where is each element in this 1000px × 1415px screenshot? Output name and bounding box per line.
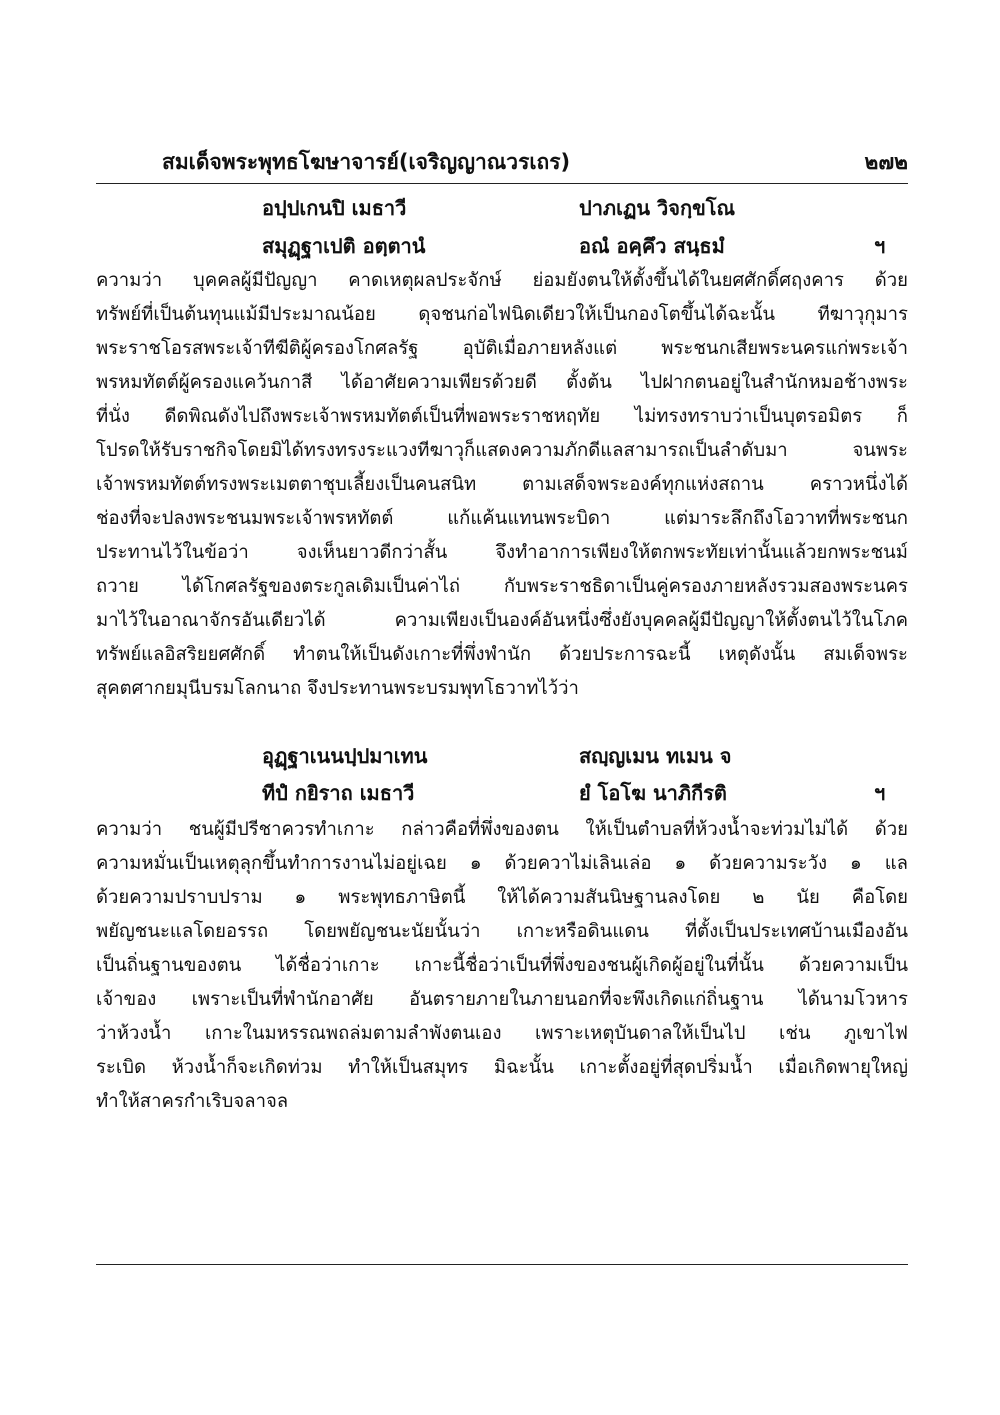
paragraph-1-line: ประทานไว้ในข้อว่า จงเห็นยาวดีกว่าสั้น จึงทำอาการเพียงให้ตกพระทัยเท่านั้นแล้วยกพระชนม์ bbox=[96, 542, 908, 563]
paragraph-2-line: ความว่า ชนผู้มีปรีชาควรทำเกาะ กล่าวคือที่พึ่งของตน ให้เป็นตำบลที่ห้วงน้ำจะท่วมไม่ได้ ด้วย bbox=[96, 819, 908, 840]
verse-1-line-2-second: อณํ อคฺคึว สนฺธมํ bbox=[579, 234, 725, 258]
paragraph-2-line: ด้วยความปราบปราม ๑ พระพุทธภาษิตนี้ ให้ได้ความสันนิษฐานลงโดย ๒ นัย คือโดย bbox=[96, 887, 908, 908]
verse-1-line-1-second: ปาภเฏน วิจกฺขโณ bbox=[579, 196, 736, 220]
paragraph-1-line: พรหมทัตต์ผู้ครองแคว้นกาสี ได้อาศัยความเพียรด้วยดี ตั้งต้น ไปฝากตนอยู่ในสำนักหมอช้างพระ bbox=[96, 372, 908, 393]
verse-2-line-2 bbox=[0, 777, 1000, 811]
verse-2-line-2-second: ยํ โอโฆ นาภิกีรติ bbox=[579, 781, 727, 805]
verse-2-end-mark: ฯ bbox=[874, 781, 886, 805]
page-number: ๒๗๒ bbox=[864, 150, 908, 174]
paragraph-2-line: ว่าห้วงน้ำ เกาะในมหรรณพถล่มตามลำพังตนเอง เพราะเหตุบันดาลให้เป็นไป เช่น ภูเขาไฟ bbox=[96, 1023, 908, 1044]
verse-1-line-2-first: สมุฏฺฐาเปติ อตฺตานํ bbox=[262, 234, 426, 258]
verse-1-line-1 bbox=[0, 192, 1000, 226]
header-rule bbox=[96, 183, 908, 184]
verse-2-line-1-second: สญฺญเมน ทเมน จ bbox=[579, 744, 732, 768]
paragraph-2-line: เป็นถิ่นฐานของตน ได้ชื่อว่าเกาะ เกาะนี้ชื่อว่าเป็นที่พึ่งของชนผู้เกิดผู้อยู่ในที่นั้น ด้วยความเป็น bbox=[96, 955, 908, 976]
paragraph-2-line: ความหมั่นเป็นเหตุลุกขึ้นทำการงานไม่อยู่เฉย ๑ ด้วยควาไม่เลินเล่อ ๑ ด้วยความระวัง ๑ แล bbox=[96, 853, 908, 874]
paragraph-1-line: โปรดให้รับราชกิจโดยมิได้ทรงทรงระแวงทีฆาวุก็แสดงความภักดีแลสามารถเป็นลำดับมา จนพระ bbox=[96, 440, 908, 461]
paragraph-2-line: ทำให้สาครกำเริบจลาจล bbox=[96, 1091, 289, 1112]
paragraph-1-line: ทรัพย์แลอิสริยยศศักดิ์ ทำตนให้เป็นดังเกาะที่พึ่งพำนัก ด้วยประการฉะนี้ เหตุดังนั้น สมเด็จพระ bbox=[96, 644, 908, 665]
verse-1-line-1-first: อปฺปเกนปิ เมธาวี bbox=[262, 196, 407, 220]
paragraph-1-line: พระราชโอรสพระเจ้าทีฆีติผู้ครองโกศลรัฐ อุบัติเมื่อภายหลังแต่ พระชนกเสียพระนครแก่พระเจ้า bbox=[96, 338, 908, 359]
paragraph-2-line: เจ้าของ เพราะเป็นที่พำนักอาศัย อันตรายภายในภายนอกที่จะพึงเกิดแก่ถิ่นฐาน ได้นามโวหาร bbox=[96, 989, 908, 1010]
paragraph-1-line: ทรัพย์ที่เป็นต้นทุนแม้มีประมาณน้อย ดุจชนก่อไฟนิดเดียวให้เป็นกองโตขึ้นได้ฉะนั้น ทีฆาวุกุมาร bbox=[96, 304, 908, 325]
verse-2-line-1 bbox=[0, 740, 1000, 774]
footer-rule bbox=[96, 1264, 908, 1265]
verse-2-line-2-first: ทีปํ กยิราถ เมธาวี bbox=[262, 781, 415, 805]
paragraph-2-line: ระเบิด ห้วงน้ำก็จะเกิดท่วม ทำให้เป็นสมุทร มิฉะนั้น เกาะตั้งอยู่ที่สุดปริ่มน้ำ เมื่อเกิดพายุใหญ่ bbox=[96, 1057, 908, 1078]
paragraph-1-line: ช่องที่จะปลงพระชนมพระเจ้าพรหทัตต์ แก้แค้นแทนพระบิดา แต่มาระลึกถึงโอวาทที่พระชนก bbox=[96, 508, 908, 529]
header-title: สมเด็จพระพุทธโฆษาจารย์(เจริญญาณวรเถร) bbox=[162, 150, 571, 174]
paragraph-1-line: ความว่า บุคคลผู้มีปัญญา คาดเหตุผลประจักษ์ ย่อมยังตนให้ตั้งขึ้นได้ในยศศักดิ์ศฤงคาร ด้วย bbox=[96, 270, 908, 291]
paragraph-2-line: พยัญชนะแลโดยอรรถ โดยพยัญชนะนัยนั้นว่า เกาะหรือดินแดน ที่ตั้งเป็นประเทศบ้านเมืองอัน bbox=[96, 921, 908, 942]
verse-2-line-1-first: อุฏฺฐาเนนปฺปมาเทน bbox=[262, 744, 428, 768]
paragraph-1-line: สุคตศากยมุนีบรมโลกนาถ จึงประทานพระบรมพุทโธวาทไว้ว่า bbox=[96, 678, 579, 699]
verse-1-line-2 bbox=[0, 230, 1000, 264]
paragraph-1-line: ที่นั่ง ดีดพิณดังไปถึงพระเจ้าพรหมทัตต์เป็นที่พอพระราชหฤทัย ไม่ทรงทราบว่าเป็นบุตรอมิตร ก็ bbox=[96, 406, 908, 427]
paragraph-1-line: มาไว้ในอาณาจักรอันเดียวได้ ความเพียงเป็นองค์อันหนึ่งซึ่งยังบุคคลผู้มีปัญญาให้ตั้งตนไว้ในโภค bbox=[96, 610, 908, 631]
running-header bbox=[96, 146, 908, 178]
paragraph-1-line: เจ้าพรหมทัตต์ทรงพระเมตตาชุบเลี้ยงเป็นคนสนิท ตามเสด็จพระองค์ทุกแห่งสถาน คราวหนึ่งได้ bbox=[96, 474, 908, 495]
verse-1-end-mark: ฯ bbox=[874, 234, 886, 258]
paragraph-1-line: ถวาย ได้โกศลรัฐของตระกูลเดิมเป็นค่าไถ่ กับพระราชธิดาเป็นคู่ครองภายหลังรวมสองพระนคร bbox=[96, 576, 908, 597]
